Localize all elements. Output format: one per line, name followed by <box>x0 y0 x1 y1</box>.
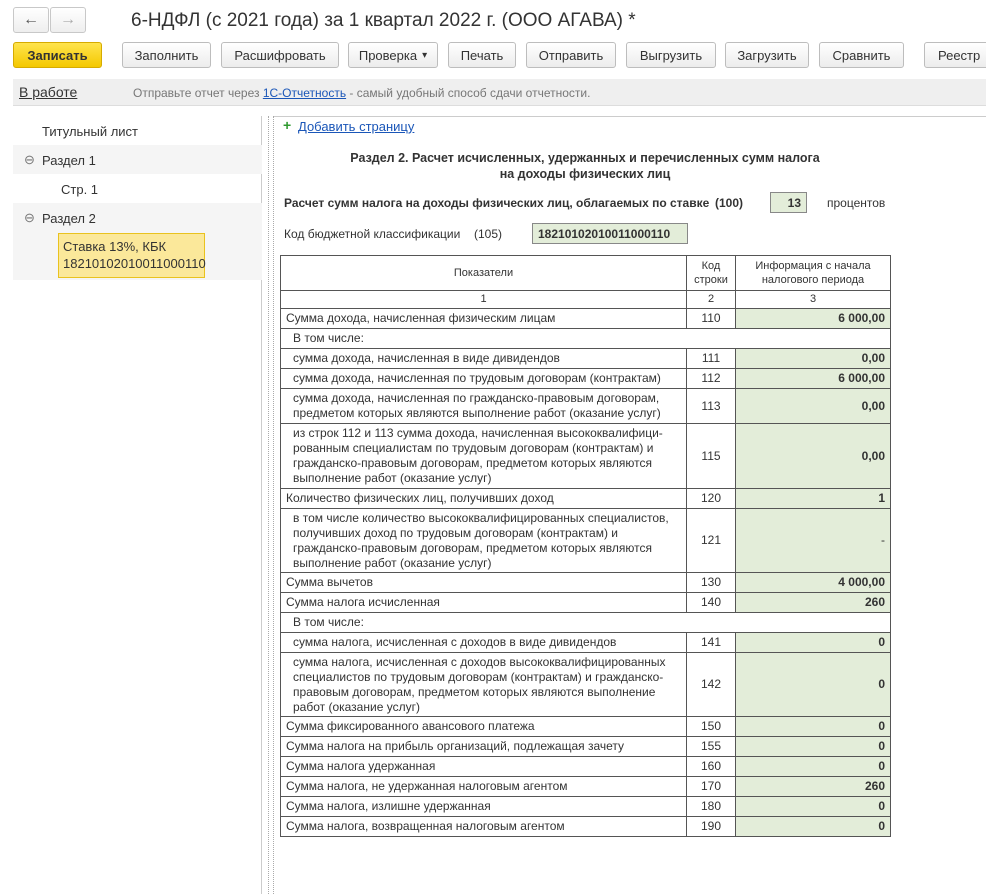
table-row <box>281 777 891 797</box>
tree-item-rate-13[interactable]: Ставка 13%, КБК 18210102010011000110 <box>58 233 205 278</box>
table-row <box>281 369 891 389</box>
header-code: Код строки <box>687 256 736 291</box>
section-heading: Раздел 2. Расчет исчисленных, удержанных и перечисленных сумм налога на доходы физических лиц <box>350 151 820 181</box>
row-label: В том числе: <box>281 329 736 349</box>
row-value[interactable]: 0 <box>736 737 891 757</box>
row-code: 155 <box>687 737 736 757</box>
row-value[interactable]: - <box>736 509 891 573</box>
kbk-label: Код бюджетной классификации <box>284 227 461 241</box>
row-value[interactable]: 6 000,00 <box>736 309 891 329</box>
row-value <box>736 329 891 349</box>
tree-item-section1[interactable]: ⊖ Раздел 1 <box>13 145 262 174</box>
table-row <box>281 389 891 424</box>
table-row <box>281 797 891 817</box>
row-label: Сумма налога, возвращенная налоговым агентом <box>281 817 687 837</box>
row-value[interactable]: 0,00 <box>736 389 891 424</box>
status-link[interactable]: В работе <box>19 84 78 100</box>
row-code: 115 <box>687 424 736 489</box>
rate-field[interactable]: 13 <box>770 192 807 213</box>
kbk-line-code: (105) <box>474 227 503 241</box>
row-code: 141 <box>687 633 736 653</box>
forward-button[interactable] <box>50 7 86 33</box>
back-button[interactable] <box>13 7 49 33</box>
header-info: Информация с начала налогового периода <box>736 256 891 291</box>
registry-button[interactable]: Реестр <box>924 42 986 68</box>
indicators-table <box>280 255 891 837</box>
table-row <box>281 757 891 777</box>
row-label: Сумма фиксированного авансового платежа <box>281 717 687 737</box>
sections-tree <box>13 116 262 894</box>
table-row <box>281 633 891 653</box>
row-code: 111 <box>687 349 736 369</box>
row-code: 170 <box>687 777 736 797</box>
row-code: 150 <box>687 717 736 737</box>
row-label: Сумма вычетов <box>281 573 687 593</box>
row-label: Сумма налога на прибыль организаций, подлежащая зачету <box>281 737 687 757</box>
row-label: Количество физических лиц, получивших доход <box>281 489 687 509</box>
table-row <box>281 329 891 349</box>
row-label: сумма дохода, начисленная в виде дивидендов <box>281 349 687 369</box>
table-row <box>281 593 891 613</box>
row-code: 142 <box>687 653 736 717</box>
print-button[interactable]: Печать <box>448 42 516 68</box>
row-value[interactable]: 0,00 <box>736 424 891 489</box>
col-number: 2 <box>687 291 736 309</box>
table-row <box>281 613 891 633</box>
row-label: сумма налога, исчисленная с доходов высококвалифицированных специалистов по трудовым договорам (контрактам) и гражданско-правовым договорам, предметом которых являются выполнение работ (оказание услуг) <box>281 653 687 717</box>
table-row <box>281 309 891 329</box>
row-label: В том числе: <box>281 613 736 633</box>
rate-line-code: (100) <box>715 196 744 210</box>
export-button[interactable]: Выгрузить <box>626 42 716 68</box>
row-label: сумма налога, исчисленная с доходов в виде дивидендов <box>281 633 687 653</box>
plus-icon: + <box>283 117 292 133</box>
tree-item-section1-page1[interactable]: Стр. 1 <box>61 182 99 197</box>
row-value[interactable]: 0,00 <box>736 349 891 369</box>
row-code: 112 <box>687 369 736 389</box>
arrow-right-icon: → <box>60 11 76 28</box>
row-code: 113 <box>687 389 736 424</box>
row-value[interactable]: 4 000,00 <box>736 573 891 593</box>
row-label: сумма дохода, начисленная по гражданско-правовым договорам, предметом которых являются выполнение работ (оказание услуг) <box>281 389 687 424</box>
table-row <box>281 509 891 573</box>
table-row <box>281 717 891 737</box>
info-message: Отправьте отчет через 1С-Отчетность - самый удобный способ сдачи отчетности. <box>133 86 591 100</box>
row-value[interactable]: 0 <box>736 633 891 653</box>
table-row <box>281 653 891 717</box>
header-indicators: Показатели <box>281 256 687 291</box>
col-number: 1 <box>281 291 687 309</box>
table-row <box>281 489 891 509</box>
row-code: 140 <box>687 593 736 613</box>
row-code: 190 <box>687 817 736 837</box>
row-label: в том числе количество высококвалифицированных специалистов, получивших доход по трудовым договорам (контрактам) и гражданско-правовым договорам, предметом которых являются выполнение работ (оказание услуг) <box>281 509 687 573</box>
kbk-field[interactable]: 18210102010011000110 <box>532 223 688 244</box>
row-label: Сумма налога, излишне удержанная <box>281 797 687 817</box>
window-title: 6-НДФЛ (с 2021 года) за 1 квартал 2022 г. (ООО АГАВА) * <box>131 10 636 31</box>
row-label: Сумма дохода, начисленная физическим лицам <box>281 309 687 329</box>
row-value[interactable]: 0 <box>736 717 891 737</box>
row-label: Сумма налога, не удержанная налоговым агентом <box>281 777 687 797</box>
collapse-icon[interactable]: ⊖ <box>24 152 35 167</box>
row-code: 180 <box>687 797 736 817</box>
row-code: 121 <box>687 509 736 573</box>
row-code: 120 <box>687 489 736 509</box>
row-value[interactable]: 0 <box>736 797 891 817</box>
table-row <box>281 737 891 757</box>
row-value[interactable]: 0 <box>736 757 891 777</box>
table-row <box>281 424 891 489</box>
row-label: из строк 112 и 113 сумма дохода, начисленная высококвалифици-рованным специалистам по трудовым договорам (контрактам) и гражданско-правовым договорам, предметом которых являются выполнение работ (оказание услуг) <box>281 424 687 489</box>
collapse-icon[interactable]: ⊖ <box>24 210 35 225</box>
arrow-left-icon: ← <box>23 11 39 28</box>
row-code: 110 <box>687 309 736 329</box>
row-value[interactable]: 260 <box>736 593 891 613</box>
compare-button[interactable]: Сравнить <box>819 42 904 68</box>
table-row <box>281 817 891 837</box>
info-bar <box>13 79 986 106</box>
row-value[interactable]: 260 <box>736 777 891 797</box>
fill-button[interactable]: Заполнить <box>122 42 211 68</box>
decode-button[interactable]: Расшифровать <box>221 42 339 68</box>
chevron-down-icon: ▾ <box>422 49 428 61</box>
add-page-link[interactable]: Добавить страницу <box>298 119 415 134</box>
row-label: Сумма налога исчисленная <box>281 593 687 613</box>
col-number: 3 <box>736 291 891 309</box>
row-value[interactable]: 0 <box>736 817 891 837</box>
1c-reporting-link[interactable]: 1С-Отчетность <box>262 86 347 100</box>
row-value[interactable]: 0 <box>736 653 891 717</box>
tree-item-section2[interactable]: ⊖ Раздел 2 <box>13 203 262 232</box>
check-button[interactable] <box>348 42 438 68</box>
rate-unit: процентов <box>827 196 886 210</box>
row-value[interactable]: 1 <box>736 489 891 509</box>
check-label: Проверка <box>358 47 418 63</box>
row-code: 160 <box>687 757 736 777</box>
row-value[interactable]: 6 000,00 <box>736 369 891 389</box>
send-button[interactable]: Отправить <box>526 42 616 68</box>
rate-label: Расчет сумм налога на доходы физических лиц, облагаемых по ставке <box>284 196 710 210</box>
table-row <box>281 573 891 593</box>
row-value <box>736 613 891 633</box>
row-code: 130 <box>687 573 736 593</box>
table-row <box>281 349 891 369</box>
save-button[interactable]: Записать <box>13 42 102 68</box>
row-label: сумма дохода, начисленная по трудовым договорам (контрактам) <box>281 369 687 389</box>
row-label: Сумма налога удержанная <box>281 757 687 777</box>
import-button[interactable]: Загрузить <box>725 42 809 68</box>
tree-item-title-page[interactable]: Титульный лист <box>42 124 139 139</box>
